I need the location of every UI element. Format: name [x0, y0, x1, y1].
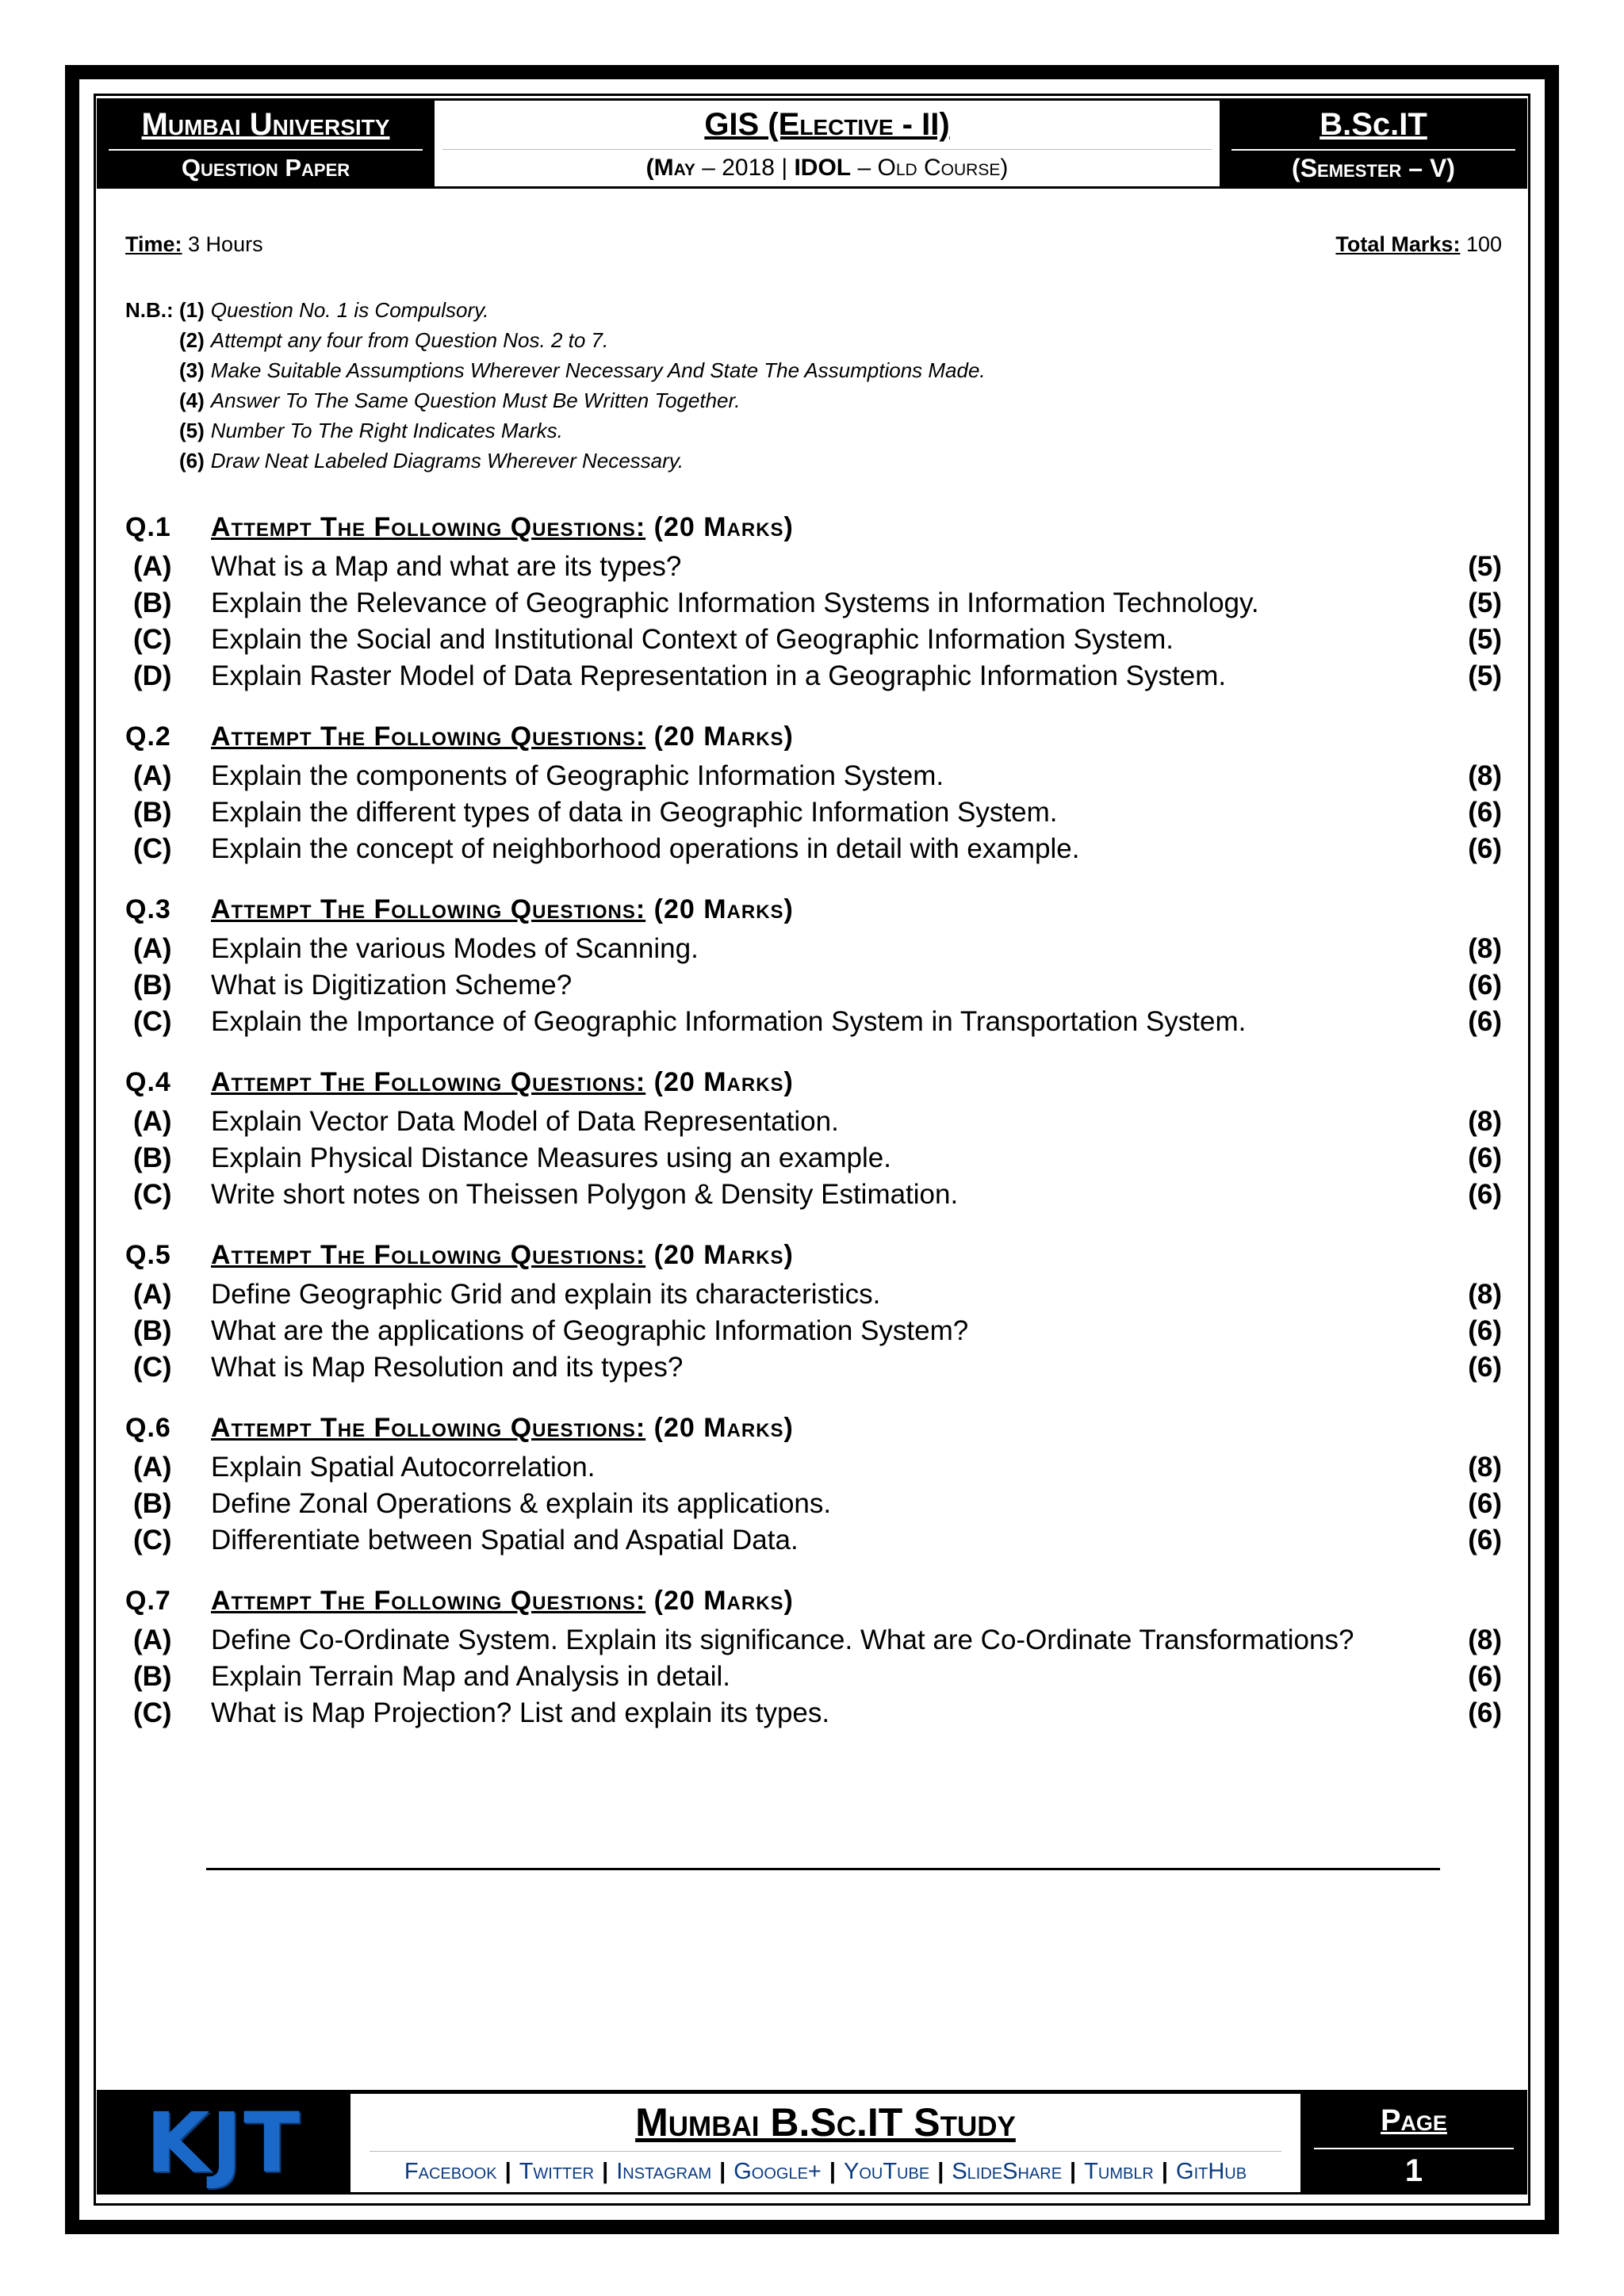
sub-question [125, 1522, 1502, 1559]
question-title: Attempt The Following Questions: [211, 1239, 646, 1270]
question-block [125, 1061, 1502, 1213]
sub-question [125, 758, 1502, 794]
question-number: Q.7 [125, 1585, 171, 1616]
sub-question [125, 931, 1502, 967]
sub-question-letter: (B) [133, 797, 172, 828]
sub-question-letter: (C) [133, 1006, 172, 1037]
question-title: Attempt The Following Questions: [211, 1066, 646, 1097]
sub-question [125, 1659, 1502, 1695]
sub-question-marks: (6) [1468, 1352, 1502, 1383]
sub-question-marks: (6) [1468, 1142, 1502, 1173]
question-total-marks: (20 Marks) [645, 1412, 794, 1443]
question-number: Q.1 [125, 511, 171, 542]
sub-question-marks: (6) [1468, 1697, 1502, 1728]
sub-question-marks: (6) [1468, 1179, 1502, 1210]
header [97, 98, 1527, 189]
question-block [125, 1234, 1502, 1386]
sub-question [125, 658, 1502, 695]
instruction-item: N.B.: (1) Question No. 1 is Compulsory. [125, 297, 489, 322]
sub-question-text: Explain the concept of neighborhood operations in detail with example. [211, 833, 1080, 864]
sub-question-text: Define Geographic Grid and explain its characteristics. [211, 1279, 881, 1310]
sub-question-marks: (8) [1468, 760, 1502, 791]
sub-question-text: Define Co-Ordinate System. Explain its significance. What are Co-Ordinate Transformations? [211, 1624, 1354, 1655]
question-total-marks: (20 Marks) [645, 1239, 794, 1270]
sub-question [125, 1004, 1502, 1040]
sub-question-text: What is Digitization Scheme? [211, 970, 573, 1001]
instructions [125, 295, 986, 476]
question-title: Attempt The Following Questions: [211, 511, 646, 542]
sub-question-marks: (6) [1468, 833, 1502, 864]
sub-question-letter: (A) [133, 760, 172, 791]
question-total-marks: (20 Marks) [645, 511, 794, 542]
sub-question [125, 794, 1502, 831]
link-separator: | [504, 2159, 511, 2185]
sub-question-text: Write short notes on Theissen Polygon & Density Estimation. [211, 1179, 959, 1210]
question-total-marks: (20 Marks) [645, 894, 794, 924]
subject-title: GIS (Elective - II) [704, 107, 950, 143]
sub-question [125, 1177, 1502, 1213]
sub-question [125, 1349, 1502, 1386]
time-info: Time: 3 Hours [125, 232, 263, 256]
question-number: Q.2 [125, 721, 171, 752]
end-divider [206, 1868, 1440, 1870]
session-info: (May – 2018 | IDOL – Old Course) [645, 155, 1009, 182]
exam-meta [125, 232, 1502, 257]
social-link-tumblr[interactable]: Tumblr [1084, 2159, 1154, 2185]
link-separator: | [1161, 2159, 1169, 2185]
sub-question-marks: (5) [1468, 587, 1502, 618]
question-title: Attempt The Following Questions: [211, 721, 646, 752]
instruction-item: (4) Answer To The Same Question Must Be Written Together. [179, 388, 741, 412]
sub-question-marks: (5) [1468, 660, 1502, 691]
sub-question-text: Explain Terrain Map and Analysis in detail. [211, 1661, 731, 1692]
instruction-item: (6) Draw Neat Labeled Diagrams Wherever Necessary. [179, 448, 684, 473]
sub-question-text: Define Zonal Operations & explain its applications. [211, 1488, 832, 1519]
sub-question [125, 1622, 1502, 1659]
sub-question-marks: (8) [1468, 1106, 1502, 1137]
sub-question-marks: (8) [1468, 1624, 1502, 1655]
sub-question-letter: (A) [133, 1279, 172, 1310]
question-heading [125, 1061, 1502, 1104]
sub-question-letter: (A) [133, 933, 172, 964]
social-link-facebook[interactable]: Facebook [404, 2159, 497, 2185]
social-link-twitter[interactable]: Twitter [519, 2159, 595, 2185]
sub-question-letter: (A) [133, 1624, 172, 1655]
sub-question [125, 622, 1502, 658]
sub-question-letter: (A) [133, 1106, 172, 1137]
sub-question-text: What is Map Resolution and its types? [211, 1352, 684, 1383]
question-list [125, 506, 1502, 1752]
total-marks-info: Total Marks: 100 [1335, 232, 1502, 256]
question-title: Attempt The Following Questions: [211, 1585, 646, 1616]
sub-question-marks: (8) [1468, 933, 1502, 964]
university-name: Mumbai University [141, 106, 390, 142]
sub-question-letter: (C) [133, 1352, 172, 1383]
question-heading [125, 888, 1502, 931]
sub-question [125, 1313, 1502, 1349]
question-heading [125, 1234, 1502, 1276]
instruction-item: (3) Make Suitable Assumptions Wherever Necessary And State The Assumptions Made. [179, 358, 986, 382]
sub-question-text: Explain the Relevance of Geographic Information Systems in Information Technology. [211, 587, 1259, 618]
social-link-slideshare[interactable]: SlideShare [952, 2159, 1063, 2185]
page-label: Page [1314, 2094, 1514, 2149]
sub-question-text: Explain the different types of data in Geographic Information System. [211, 797, 1058, 828]
sub-question-text: Explain Spatial Autocorrelation. [211, 1452, 596, 1483]
question-number: Q.3 [125, 894, 171, 924]
question-heading [125, 1579, 1502, 1622]
sub-question-letter: (B) [133, 970, 172, 1001]
sub-question [125, 1276, 1502, 1313]
sub-question-text: Explain the various Modes of Scanning. [211, 933, 699, 964]
kjt-logo: KJT [145, 2095, 302, 2191]
question-block [125, 1579, 1502, 1732]
sub-question-text: Differentiate between Spatial and Aspatial Data. [211, 1525, 799, 1556]
question-heading [125, 506, 1502, 549]
logo [99, 2094, 348, 2192]
sub-question [125, 1140, 1502, 1177]
sub-question-letter: (C) [133, 624, 172, 655]
link-separator: | [829, 2159, 836, 2185]
link-separator: | [1070, 2159, 1077, 2185]
sub-question-letter: (B) [133, 1315, 172, 1346]
sub-question-letter: (C) [133, 1179, 172, 1210]
sub-question-marks: (6) [1468, 1488, 1502, 1519]
sub-question-marks: (5) [1468, 551, 1502, 582]
sub-question-letter: (B) [133, 587, 172, 618]
question-total-marks: (20 Marks) [645, 1066, 794, 1097]
sub-question-text: What are the applications of Geographic Information System? [211, 1315, 969, 1346]
sub-question-letter: (C) [133, 1697, 172, 1728]
page-box [1303, 2094, 1525, 2192]
sub-question-text: What is a Map and what are its types? [211, 551, 682, 582]
sub-question-marks: (8) [1468, 1279, 1502, 1310]
social-links [404, 2152, 1247, 2192]
sub-question [125, 831, 1502, 867]
sub-question-letter: (B) [133, 1488, 172, 1519]
sub-question-marks: (6) [1468, 1661, 1502, 1692]
question-number: Q.6 [125, 1412, 171, 1443]
sub-question-marks: (6) [1468, 1525, 1502, 1556]
header-center-box [432, 101, 1222, 186]
question-number: Q.4 [125, 1066, 171, 1097]
link-separator: | [937, 2159, 944, 2185]
sub-question-letter: (C) [133, 833, 172, 864]
instruction-item: (5) Number To The Right Indicates Marks. [179, 418, 563, 442]
sub-question-text: Explain Physical Distance Measures using an example. [211, 1142, 891, 1173]
footer-center [348, 2094, 1303, 2192]
sub-question-letter: (D) [133, 660, 172, 691]
sub-question-text: Explain the components of Geographic Information System. [211, 760, 944, 791]
sub-question-marks: (8) [1468, 1452, 1502, 1483]
sub-question [125, 1695, 1502, 1732]
header-right-box [1222, 101, 1525, 186]
sub-question-letter: (A) [133, 551, 172, 582]
sub-question-text: Explain Raster Model of Data Representation in a Geographic Information System. [211, 660, 1227, 691]
social-link-instagram[interactable]: Instagram [616, 2159, 712, 2185]
sub-question-letter: (B) [133, 1142, 172, 1173]
sub-question-letter: (B) [133, 1661, 172, 1692]
sub-question-text: Explain the Social and Institutional Context of Geographic Information System. [211, 624, 1174, 655]
question-title: Attempt The Following Questions: [211, 894, 646, 924]
sub-question-marks: (6) [1468, 1006, 1502, 1037]
sub-question [125, 549, 1502, 585]
question-total-marks: (20 Marks) [645, 721, 794, 752]
sub-question-text: What is Map Projection? List and explain its types. [211, 1697, 830, 1728]
footer [97, 2090, 1527, 2195]
social-link-github[interactable]: GitHub [1176, 2159, 1247, 2185]
sub-question-marks: (6) [1468, 1315, 1502, 1346]
course-name: B.Sc.IT [1320, 106, 1427, 142]
question-title: Attempt The Following Questions: [211, 1412, 646, 1443]
question-block [125, 888, 1502, 1040]
sub-question-letter: (A) [133, 1452, 172, 1483]
sub-question [125, 1449, 1502, 1486]
header-left-box [99, 101, 432, 186]
question-heading [125, 1406, 1502, 1449]
sub-question [125, 1104, 1502, 1140]
sub-question-marks: (5) [1468, 624, 1502, 655]
question-total-marks: (20 Marks) [645, 1585, 794, 1616]
sub-question-marks: (6) [1468, 797, 1502, 828]
page-number: 1 [1404, 2152, 1423, 2188]
social-link-google[interactable]: Google+ [733, 2159, 822, 2185]
social-link-youtube[interactable]: YouTube [844, 2159, 930, 2185]
sub-question-letter: (C) [133, 1525, 172, 1556]
question-block [125, 506, 1502, 695]
link-separator: | [719, 2159, 726, 2185]
instruction-item: (2) Attempt any four from Question Nos. 2 to 7. [179, 327, 609, 352]
sub-question-text: Explain the Importance of Geographic Information System in Transportation System. [211, 1006, 1247, 1037]
question-heading [125, 715, 1502, 758]
sub-question [125, 967, 1502, 1004]
semester: (Semester – V) [1292, 153, 1455, 182]
sub-question-marks: (6) [1468, 970, 1502, 1001]
sub-question [125, 1486, 1502, 1522]
site-title: Mumbai B.Sc.IT Study [370, 2094, 1281, 2152]
question-block [125, 715, 1502, 867]
link-separator: | [602, 2159, 609, 2185]
sub-question-text: Explain Vector Data Model of Data Representation. [211, 1106, 839, 1137]
question-number: Q.5 [125, 1239, 171, 1270]
sub-question [125, 585, 1502, 622]
paper-type: Question Paper [181, 154, 350, 182]
question-block [125, 1406, 1502, 1559]
